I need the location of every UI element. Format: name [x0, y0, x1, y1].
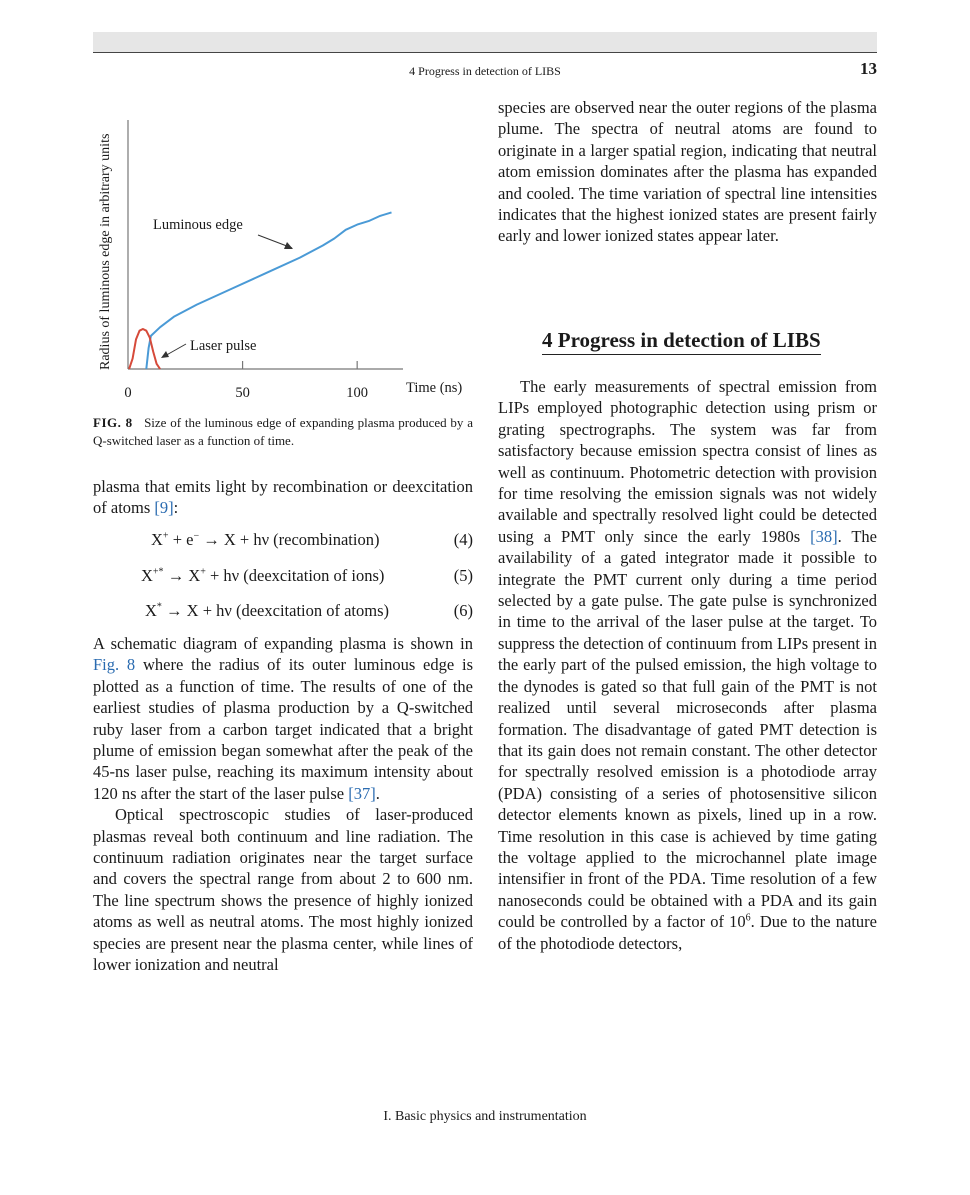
right-paragraph-1	[498, 97, 877, 247]
section-heading: 4 Progress in detection of LIBS	[542, 328, 821, 355]
text-run: .	[375, 783, 380, 803]
x-tick-label: 50	[235, 385, 250, 401]
annotation-luminous-edge: Luminous edge	[153, 217, 243, 233]
equation-number: (6)	[453, 601, 473, 620]
exponent: 6	[745, 912, 751, 924]
text-run: The early measurements of spectral emission from LIPs employed photographic detection using prism or grating spectrographs. The system was far from satisfactory because emission spectra consist of lines as well as continuum. Photometric detection with provision for time resolving the emission signals was not widely available and spectrally resolved light could be detected using a PMT only since the early 1980s	[498, 377, 877, 546]
text-run: :	[173, 498, 179, 518]
equation-label: (deexcitation of ions)	[243, 566, 385, 585]
left-paragraph-1	[93, 476, 473, 519]
text-run: A schematic diagram of expanding plasma is shown in	[93, 634, 473, 653]
equation-5: X+* → X+ + hν (deexcitation of ions) (5)	[141, 566, 473, 585]
figure-link[interactable]: Fig. 8	[93, 655, 136, 675]
citation-link[interactable]: [9]	[154, 498, 174, 518]
text-run: . Due to the nature of the photodiode detectors,	[498, 912, 877, 953]
equation-number: (4)	[453, 530, 473, 549]
page-footer: I. Basic physics and instrumentation	[383, 1109, 587, 1124]
page-number: 13	[860, 59, 877, 78]
citation-link[interactable]: [37]	[348, 783, 376, 803]
equation-6: X* → X + hν (deexcitation of atoms) (6)	[145, 601, 473, 620]
x-axis-label: Time (ns)	[406, 380, 463, 396]
equation-label: (recombination)	[273, 530, 380, 549]
caption-text: Size of the luminous edge of expanding plasma produced by a Q-switched laser as a function of time.	[93, 415, 473, 448]
header-bar	[93, 32, 877, 53]
text-run: . The availability of a gated integrator made it possible to integrate the PMT current only during a time period selected by a gate pulse. The gate pulse is synchronized in time to the arrival of the laser pulse at the target. To suppress the detection of continuum from LIPs present in the early part of the pulsed emission, the high voltage to the dynodes is gated so that full gain of the PMT is not realized until several microseconds after plasma formation. The disadvantage of gated PMT detection is that its gain does not remain constant. The other detector for spectrally resolved emission is a photodiode array (PDA) consisting of a series of photosensitive silicon detector elements known as pixels, lined up in a row. Time resolution in this case is achieved by time gating the voltage applied to the microchannel plate image intensifier in front of the PDA. Time resolution of a few nanoseconds could be obtained with a PDA and its gain could be controlled by a factor of 10	[498, 526, 878, 932]
caption-label: FIG. 8	[93, 415, 133, 430]
text-run: where the radius of its outer luminous edge is plotted as a function of time. The results of one of the earliest studies of plasma production by a Q-switched ruby laser from a carbon target indicated that a bright plume of emission began somewhat after the peak of the 45-ns laser pulse, reaching its maximum intensity about 120 ns after the start of the laser pulse	[93, 655, 473, 803]
x-tick-label: 100	[346, 385, 369, 401]
equation-4: X+ + e− → X + hν (recombination) (4)	[151, 530, 473, 549]
x-tick-label: 0	[124, 385, 132, 401]
figure-8	[93, 95, 473, 405]
text-run: plasma that emits light by recombination or deexcitation of atoms	[93, 477, 473, 518]
paragraph-text: species are observed near the outer regions of the plasma plume. The spectra of neutral atoms are found to originate in a larger spatial region, indicating that neutral atom emission dominates after the plasma has expanded and cooled. The time variation of spectral line intensities indicates that the highest ionized states are present fairly early and lower ionized states appear later.	[498, 98, 877, 246]
equation-number: (5)	[453, 566, 473, 585]
annotation-laser-pulse: Laser pulse	[190, 338, 257, 354]
left-paragraph-2	[93, 633, 473, 976]
left-paragraph-3: Optical spectroscopic studies of laser-produced plasmas reveal both continuum and line radiation. The continuum radiation originates near the target surface and covers the spectral range from about 2 to 600 nm. The line spectrum shows the presence of highly ionized atoms as well as neutral atoms. The most highly ionized species are present near the plasma center, while lines of lower ionization and neutral	[93, 805, 473, 975]
y-axis-label: Radius of luminous edge in arbitrary units	[98, 133, 113, 370]
laser-pulse-series	[129, 329, 160, 369]
right-paragraph-2	[498, 376, 877, 954]
citation-link[interactable]: [38]	[810, 526, 838, 546]
equation-label: (deexcitation of atoms)	[235, 601, 390, 620]
luminous-edge-chart	[93, 95, 473, 405]
figure-caption	[93, 414, 473, 450]
running-head: 4 Progress in detection of LIBS	[409, 64, 561, 78]
